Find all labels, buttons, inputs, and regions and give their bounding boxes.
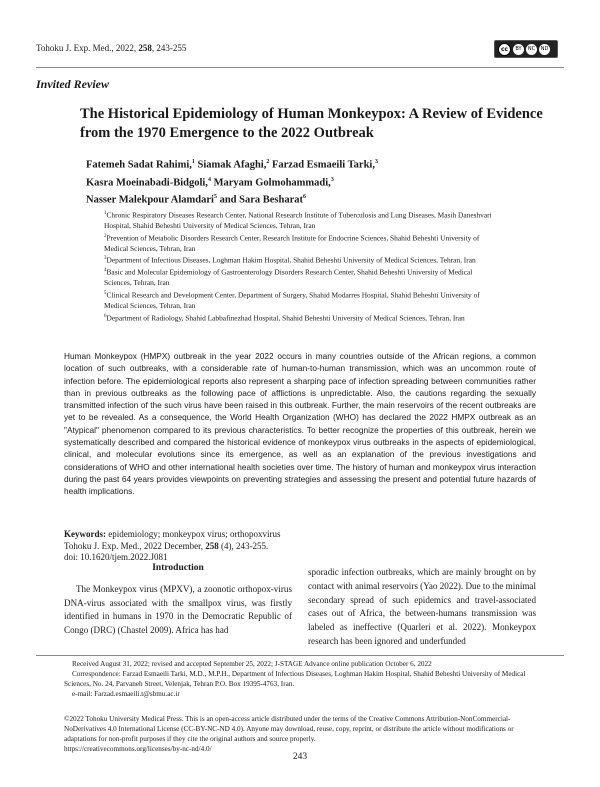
citation-suffix: (4), 243-255. <box>218 540 269 551</box>
affiliation-item <box>104 266 498 289</box>
correspondence-email[interactable]: e-mail: Farzad.esmaeili.t@sbmu.ac.ir <box>72 690 180 698</box>
author-list: Fatemeh Sadat Rahimi,$^1$ Siamak Afaghi,$^2$ Farzad Esmaeili Tarki,$^3$ Kasra Moeinabadi-Bidgoli,$^4$ Maryam Golmohammadi,$^3$ Nasser Malekpour Alamdari$^5$ and Sara Besharat$^6$ <box>86 159 378 206</box>
license-text: ©2022 Tohoku University Medical Press. This is an open-access article distributed under the terms of the Creative Commons Attribution-NonCommercial-NoDerivatives 4.0 International License (CC-BY-NC-ND 4.0). Anyone may download, reuse, copy, reprint, or distribute the article without modifications or adaptations for non-profit purposes if they cite the original authors and source properly. <box>64 715 514 743</box>
journal-volume: 258 <box>138 43 152 53</box>
author-name: Farzad Esmaeili Tarki, <box>271 159 375 171</box>
affiliation-number: 4 <box>104 268 107 274</box>
author-affiliation-mark: 6 <box>303 194 307 200</box>
section-heading-introduction: Introduction <box>152 563 204 573</box>
affiliation-text: Chronic Respiratory Diseases Research Center, National Research Institute of Tuberculosis and Lung Diseases, Masih Daneshvari Hospital, Shahid Beheshti University of Medical Sciences, Tehran, Iran <box>104 210 492 231</box>
affiliation-text: Prevention of Metabolic Disorders Research Center, Research Institute for Endocrine Sciences, Shahid Beheshti University of Medical Sciences, Tehran, Iran <box>104 233 480 253</box>
by-icon: BY <box>513 44 524 55</box>
author-affiliation-mark: 1 <box>191 159 195 165</box>
journal-ref-prefix: Tohoku J. Exp. Med., 2022, <box>36 43 139 53</box>
author-name: Siamak Afaghi, <box>197 159 267 171</box>
affiliation-item <box>104 209 498 232</box>
author-name: Nasser Malekpour Alamdari <box>86 194 214 206</box>
author-name: Kasra Moeinabadi-Bidgoli, <box>86 177 208 188</box>
affiliation-text: Basic and Molecular Epidemiology of Gastroenterology Disorders Research Center, Shahid Beheshti University of Medical Sciences, Tehran, Iran <box>104 267 473 288</box>
citation-volume: 258 <box>205 540 219 551</box>
intro-paragraph-right: sporadic infection outbreaks, which are mainly brought on by contact with animal reservoirs (Yao 2022). Due to the minimal secondary spread of such epidemics and travel-associated cases out of Africa, the between-humans transmission was labeled as ineffective (Quarleri et al. 2022). Monkeypox research has been ignored and underfunded <box>308 567 536 646</box>
citation-prefix: Tohoku J. Exp. Med., 2022 December, <box>64 540 206 551</box>
affiliation-text: Department of Radiology, Shahid Labbafinezhad Hospital, Shahid Beheshti University of Medical Sciences, Tehran, Iran <box>106 313 465 323</box>
intro-paragraph-left: The Monkeypox virus (MPXV), a zoonotic orthopox-virus DNA-virus associated with the smallpox virus, was firstly identified in humans in 1970 in the Democratic Republic of Congo (DRC) (Chastel 2009). Africa has had <box>64 583 292 636</box>
author-name: Sara Besharat <box>239 194 304 206</box>
affiliation-number: 6 <box>104 313 107 319</box>
affiliation-item <box>104 254 498 266</box>
author-affiliation-mark: 3 <box>374 159 378 165</box>
license-statement <box>64 714 544 754</box>
affiliation-list <box>104 209 498 324</box>
affiliation-item <box>104 312 498 324</box>
correspondence: Correspondence: Farzad Esmaeili Tarki, M.D., M.P.H., Department of Infectious Diseases, Loghman Hakim Hospital, Shahid Beheshti University of Medical Sciences, No. 24, Parvaneh Street, Velenjak, Tehran P.O. Box 19395-4763, Iran. <box>64 670 526 688</box>
affiliation-number: 3 <box>104 256 107 262</box>
cc-icon: cc <box>498 43 511 56</box>
abstract: Human Monkeypox (HMPX) outbreak in the year 2022 occurs in many countries outside of the African regions, a common location of such outbreaks, with a considerable rate of human-to-human transmission, which was an uncommon route of infection before. The epidemiological reports also represent a sharping pace of infection spreading between communities rather than in previous outbreaks as the following pace of afflictions is unpredictable. Also, the cautions regarding the sexually transmitted infection of the such virus have been raised in this outbreak. Further, the main reservoirs of the recent outbreaks are yet to be revealed. As a consequence, the World Health Organization (WHO) has declared the 2022 HMPX outbreak as an "Atypical" phenomenon compared to its previous characteristics. To better recognize the properties of this outbreak, herein we systematically described and compared the historical evidence of monkeypox virus outbreaks in the aspects of epidemiological, clinical, and molecular evolutions since its emergence, as well as an explanation of the previous investigations and considerations of WHO and other international health societies over time. The history of human and monkeypox virus interaction during the past 64 years provides viewpoints on preventing strategies and assessing the present and potential future hazards of health implications. <box>64 351 536 497</box>
affiliation-number: 2 <box>104 233 107 239</box>
article-title: The Historical Epidemiology of Human Monkeypox: A Review of Evidence from the 1970 Emergence to the 2022 Outbreak <box>80 106 543 141</box>
nc-icon: NC <box>526 44 537 55</box>
footnote-divider <box>36 655 564 656</box>
author-name: Fatemeh Sadat Rahimi, <box>86 159 192 171</box>
affiliation-number: 1 <box>104 211 107 216</box>
journal-reference <box>36 43 186 53</box>
keywords-label: Keywords: <box>64 529 106 539</box>
cc-license-badge[interactable] <box>494 40 558 58</box>
doi-link[interactable]: doi: 10.1620/tjem.2022.J081 <box>64 552 168 562</box>
journal-ref-suffix: , 243-255 <box>151 43 187 53</box>
keywords-block <box>64 529 536 564</box>
affiliation-item <box>104 289 498 312</box>
author-affiliation-mark: 4 <box>207 176 211 183</box>
citation-line <box>64 541 536 553</box>
header-divider <box>36 67 564 68</box>
keywords-text: epidemiology; monkeypox virus; orthopoxvirus <box>106 529 281 539</box>
body-right-column <box>308 566 536 649</box>
author-affiliation-mark: 3 <box>330 176 334 183</box>
affiliation-text: Clinical Research and Development Center, Department of Surgery, Shahid Modarres Hospital, Shahid Beheshti University of Medical Sciences, Tehran, Iran <box>104 290 480 311</box>
received-dates: Received August 31, 2022; revised and accepted September 25, 2022; J-STAGE Advance online publication October 6, 2022 <box>72 660 432 668</box>
author-name: Maryam Golmohammadi, <box>213 177 331 188</box>
keywords-line <box>64 529 536 541</box>
author-affiliation-mark: 5 <box>213 194 217 200</box>
nd-icon: ND <box>539 44 550 55</box>
body-left-column <box>64 562 292 638</box>
footnotes <box>64 659 544 699</box>
article-type: Invited Review <box>36 77 109 91</box>
license-url[interactable]: https://creativecommons.org/licenses/by-nc-nd/4.0/ <box>64 745 212 753</box>
affiliation-text: Department of Infectious Diseases, Loghman Hakim Hospital, Shahid Beheshti University of Medical Sciences, Tehran, Iran <box>106 255 476 265</box>
page-number: 243 <box>292 752 308 762</box>
affiliation-item <box>104 232 498 255</box>
affiliation-number: 5 <box>104 291 107 297</box>
author-affiliation-mark: 2 <box>266 159 270 165</box>
